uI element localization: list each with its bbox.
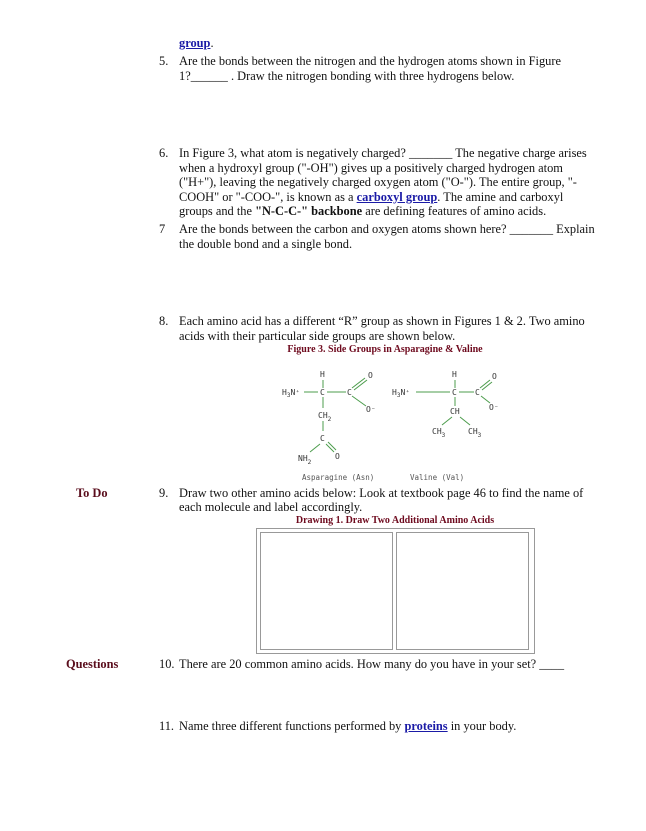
- svg-text:CH3: [432, 427, 446, 439]
- val-n-plus: N⁺: [400, 388, 411, 397]
- question-11-start: Name three different functions performed by: [179, 719, 405, 733]
- val-o-double: O: [492, 372, 497, 381]
- question-6-line-4-end: . The amine and carboxyl: [437, 190, 564, 204]
- asparagine-label: Asparagine (Asn): [302, 473, 375, 482]
- question-6-line-1: In Figure 3, what atom is negatively charged? _______ The negative charge arises: [179, 146, 587, 160]
- asn-h-atom: H: [282, 388, 287, 397]
- asn-ch2: CH: [318, 411, 328, 420]
- question-6-line-4-start: COOH" or "-COO-", is known as a: [179, 190, 357, 204]
- question-6-line-3: ("H+"), leaving the negatively charged oxygen atom ("O-"). The entire group, "-: [179, 175, 577, 189]
- question-6-line-2: when a hydroxyl group ("-OH") gives up a positively charged hydrogen atom: [179, 161, 563, 175]
- val-ch3b: CH: [468, 427, 478, 436]
- question-6-line-5-start: groups and the: [179, 204, 256, 218]
- val-h-atom: H: [392, 388, 397, 397]
- question-11-text: [179, 719, 516, 734]
- asparagine-structure: [280, 366, 400, 486]
- asn-nh2-sub: 2: [307, 459, 312, 466]
- valine-label: Valine (Val): [410, 473, 465, 482]
- continued-text: [179, 36, 214, 51]
- question-9-line-2: each molecule and label accordingly.: [179, 500, 363, 514]
- svg-text:H3N⁺: $H_3N^+$: [282, 388, 301, 399]
- question-7-line-2: the double bond and a single bond.: [179, 237, 353, 251]
- svg-text:CH3: [468, 427, 482, 439]
- val-ch3a-sub: 3: [441, 432, 446, 439]
- asn-o-side: O: [335, 452, 340, 461]
- val-ch3b-sub: 3: [477, 432, 482, 439]
- asn-n-plus: N⁺: [290, 388, 301, 397]
- drawing-area: [256, 528, 535, 654]
- asn-c-alpha: C: [320, 388, 325, 397]
- question-7-line-1: Are the bonds between the carbon and oxygen atoms shown here? _______ Explain: [179, 222, 595, 236]
- questions-label: Questions: [66, 657, 119, 671]
- question-6-number: 6.: [159, 146, 169, 160]
- drawing-box-right[interactable]: [396, 532, 529, 650]
- drawing-1-caption: Drawing 1. Draw Two Additional Amino Acids: [295, 515, 495, 526]
- question-9-line-1: Draw two other amino acids below: Look at textbook page 46 to find the name of: [179, 486, 584, 500]
- svg-text:H3N⁺: [392, 388, 410, 399]
- question-9-number: 9.: [159, 486, 169, 500]
- question-10-number: 10.: [159, 657, 175, 671]
- question-8-number: 8.: [159, 314, 169, 328]
- asn-c-carboxyl: C: [347, 388, 352, 397]
- carboxyl-group-link[interactable]: carboxyl group: [356, 190, 438, 204]
- backbone-term: "N-C-C-" backbone: [255, 204, 363, 218]
- proteins-link[interactable]: proteins: [404, 719, 448, 733]
- asn-o-double: O: [368, 371, 373, 380]
- question-6-line-5-end: are defining features of amino acids.: [362, 204, 547, 218]
- val-h: H: [452, 370, 457, 379]
- asn-h: H: [320, 370, 325, 379]
- svg-text:CH2: [318, 411, 332, 423]
- question-5-number: 5.: [159, 54, 169, 68]
- val-c-carboxyl: C: [475, 388, 480, 397]
- group-link[interactable]: group: [179, 36, 211, 50]
- question-5-line-1: Are the bonds between the nitrogen and the hydrogen atoms shown in Figure: [179, 54, 561, 68]
- question-8-line-1: Each amino acid has a different “R” group as shown in Figures 1 & 2. Two amino: [179, 314, 585, 328]
- question-5-line-2: 1?______ . Draw the nitrogen bonding with three hydrogens below.: [179, 69, 515, 83]
- question-11-end: in your body.: [447, 719, 517, 733]
- val-h3-sub: 3: [396, 392, 401, 399]
- val-c-alpha: C: [452, 388, 457, 397]
- question-6-line-5: [179, 204, 546, 219]
- question-10-text: There are 20 common amino acids. How many do you have in your set? ____: [179, 657, 565, 671]
- asn-o-minus: O⁻: [366, 405, 376, 414]
- question-6-line-4: [179, 190, 563, 205]
- val-ch: CH: [450, 407, 460, 416]
- valine-structure: [386, 366, 506, 486]
- question-7-number: 7: [159, 222, 166, 236]
- figure-3-caption: Figure 3. Side Groups in Asparagine & Valine: [287, 344, 483, 355]
- period: .: [210, 36, 214, 50]
- svg-text:NH2: [298, 454, 312, 466]
- asn-ch2-sub: 2: [327, 416, 332, 423]
- val-o-minus: O⁻: [489, 403, 499, 412]
- question-11-number: 11.: [159, 719, 175, 733]
- asn-nh2: NH: [298, 454, 308, 463]
- question-8-line-2: acids with their particular side groups are shown below.: [179, 329, 456, 343]
- val-ch3a: CH: [432, 427, 442, 436]
- to-do-label: To Do: [76, 486, 108, 500]
- drawing-box-left[interactable]: [260, 532, 393, 650]
- asn-c-side: C: [320, 434, 325, 443]
